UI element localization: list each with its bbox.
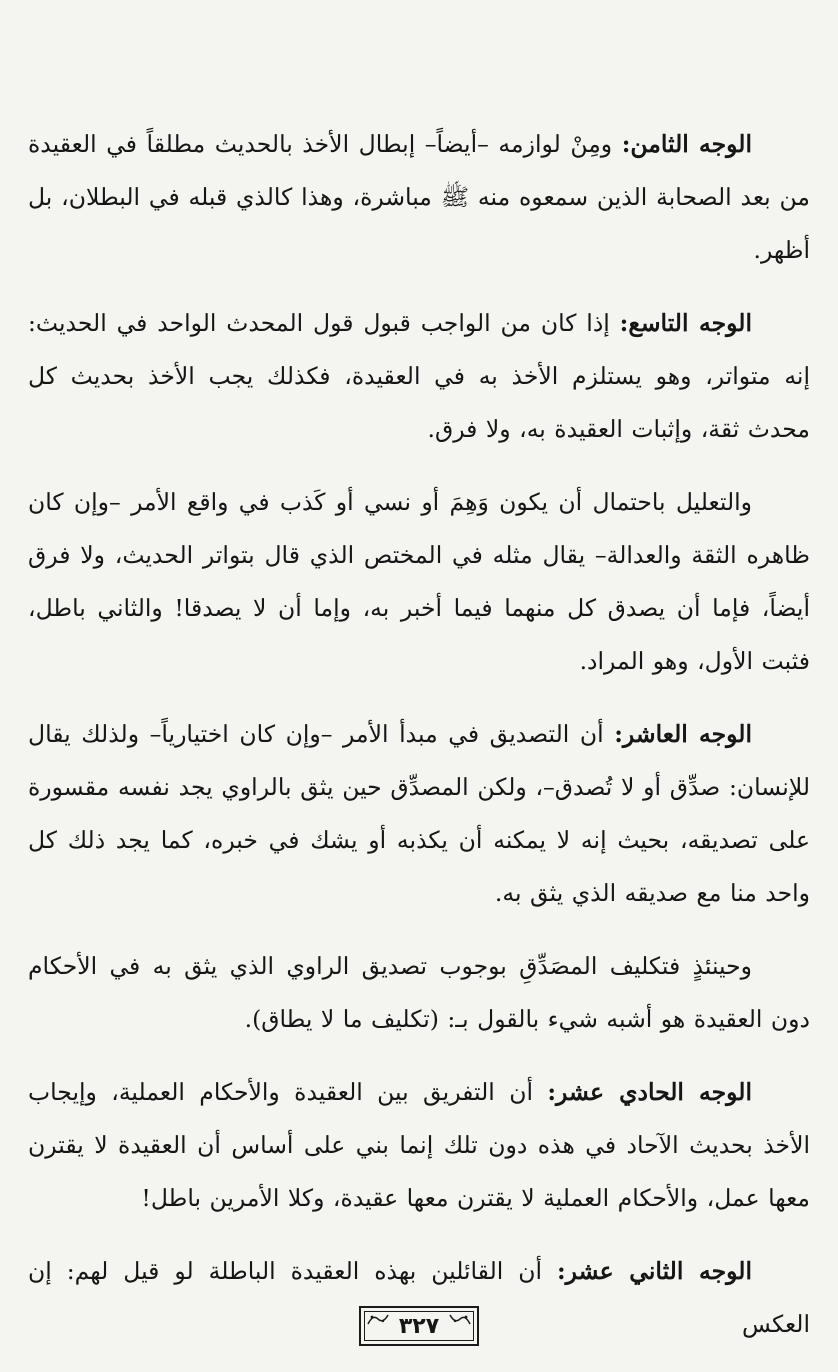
paragraph-heading: الوجه الحادي عشر: — [547, 1078, 752, 1106]
page-footer — [0, 1306, 838, 1346]
paragraph-heading: الوجه التاسع: — [619, 309, 752, 337]
paragraph-text: ومِنْ لوازمه –أيضاً– إبطال الأخذ بالحديث مطلقاً في العقيدة من بعد الصحابة الذين سمعوه منه ﷺ مباشرة، وهذا كالذي قبله في البطلان، بل أظهر. — [28, 130, 810, 264]
paragraph-1 — [28, 118, 810, 277]
paragraph-text: والتعليل باحتمال أن يكون وَهِمَ أو نسي أو كَذب في واقع الأمر –وإن كان ظاهره الثقة والعدالة– يقال مثله في المختص الذي قال بتواتر الحديث، ولا فرق أيضاً، فإما أن يصدق كل منهما فيما أخبر به، وإما أن لا يصدقا! والثاني باطل، فثبت الأول، وهو المراد. — [28, 488, 810, 675]
paragraph-text: أن التصديق في مبدأ الأمر –وإن كان اختيارياً– ولذلك يقال للإنسان: صدِّق أو لا تُصدق–، ولكن المصدِّق حين يثق بالراوي يجد نفسه مقسورة على تصديقه، بحيث إنه لا يمكنه أن يكذبه أو يشك في خبره، كما يجد ذلك كل واحد منا مع صديقه الذي يثق به. — [28, 720, 810, 907]
paragraph-6 — [28, 1066, 810, 1225]
paragraph-3 — [28, 476, 810, 688]
paragraph-heading: الوجه الثامن: — [621, 130, 752, 158]
paragraph-2 — [28, 297, 810, 456]
ornament-icon — [367, 1312, 389, 1326]
paragraph-heading: الوجه الثاني عشر: — [556, 1257, 752, 1285]
paragraph-5 — [28, 940, 810, 1046]
page-body — [28, 118, 810, 1371]
paragraph-text: إذا كان من الواجب قبول قول المحدث الواحد في الحديث: إنه متواتر، وهو يستلزم الأخذ به في العقيدة، فكذلك يجب الأخذ بحديث كل محدث ثقة، وإثبات العقيدة به، ولا فرق. — [28, 309, 810, 443]
paragraph-text: وحينئذٍ فتكليف المصَدِّقِ بوجوب تصديق الراوي الذي يثق به في الأحكام دون العقيدة هو أشبه شيء بالقول بـ: (تكليف ما لا يطاق). — [28, 952, 810, 1033]
page-number-frame — [359, 1306, 479, 1346]
paragraph-4 — [28, 708, 810, 920]
paragraph-text: أن التفريق بين العقيدة والأحكام العملية، وإيجاب الأخذ بحديث الآحاد في هذه دون تلك إنما بني على أساس أن العقيدة لا يقترن معها عمل، والأحكام العملية لا يقترن معها عقيدة، وكلا الأمرين باطل! — [28, 1078, 810, 1212]
page-number: ٣٢٧ — [398, 1313, 440, 1339]
ornament-icon — [449, 1312, 471, 1326]
paragraph-text: أن القائلين بهذه العقيدة الباطلة لو قيل لهم: إن العكس — [28, 1257, 810, 1338]
paragraph-heading: الوجه العاشر: — [614, 720, 752, 748]
